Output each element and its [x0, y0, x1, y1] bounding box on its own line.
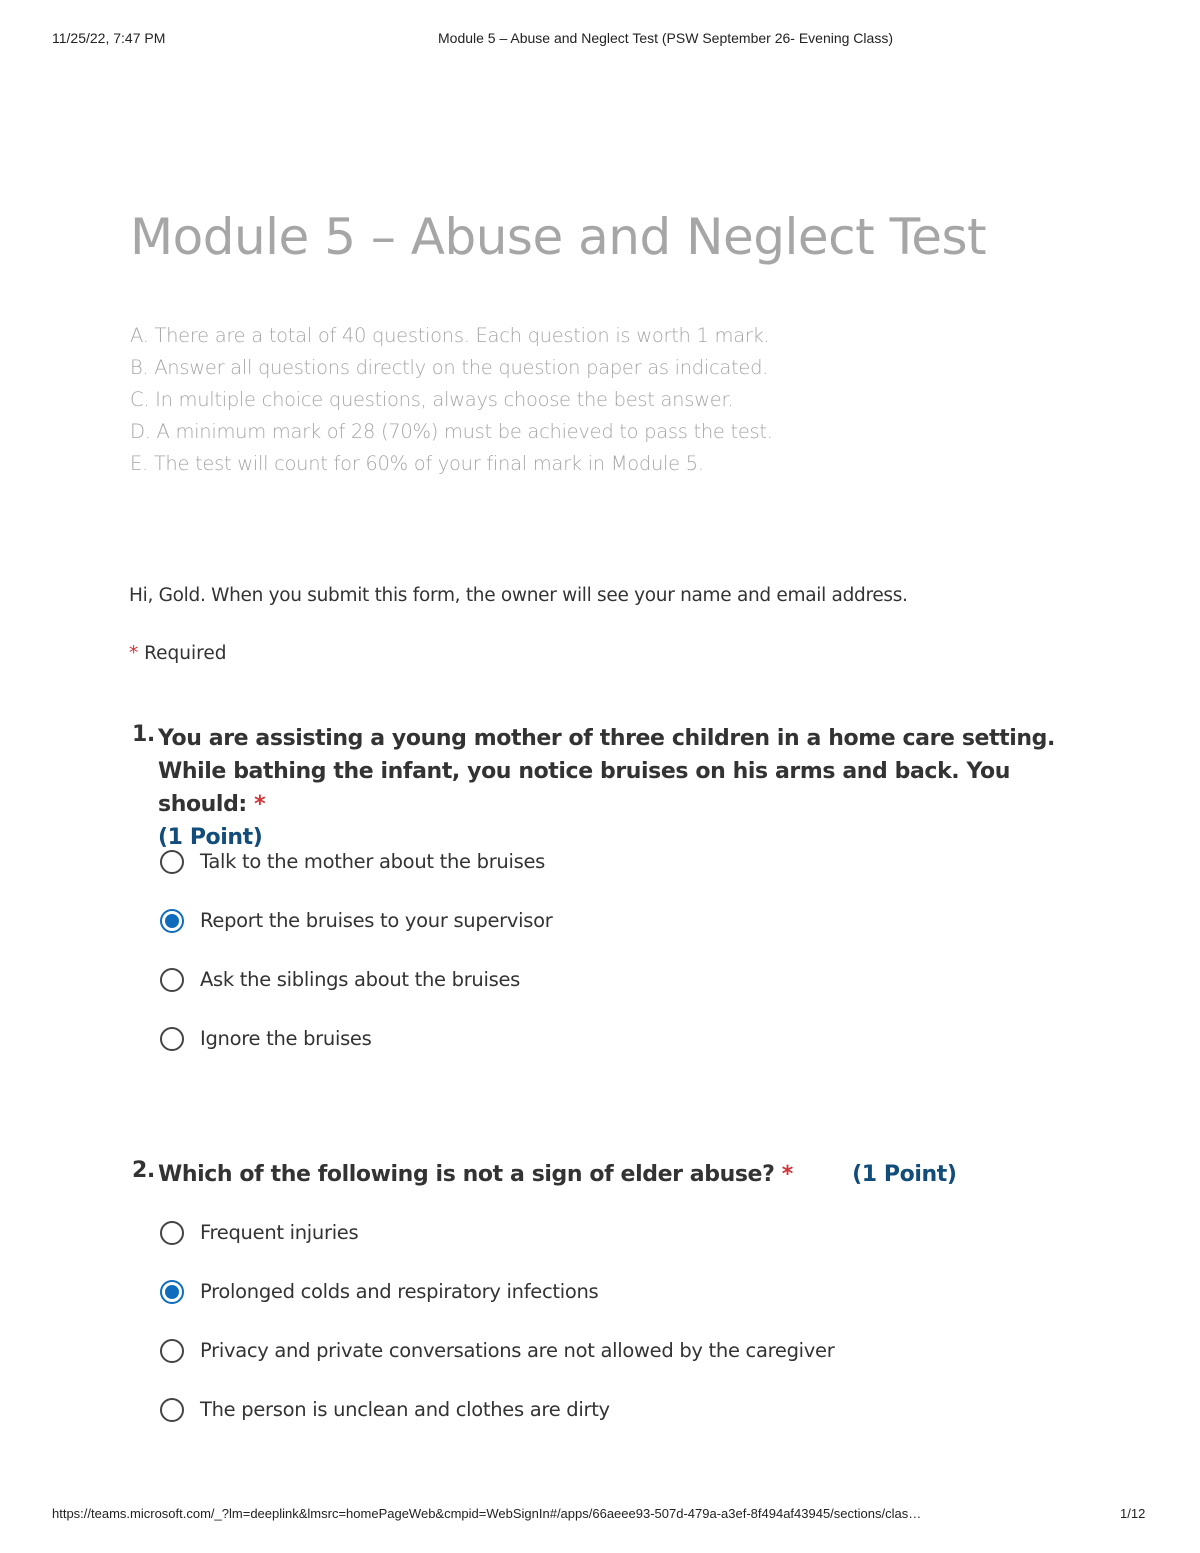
radio-button-selected[interactable]	[160, 1280, 184, 1304]
instructions-list	[130, 320, 773, 480]
answer-option-label: The person is unclean and clothes are dirty	[200, 1398, 610, 1421]
instruction-item: B. Answer all questions directly on the question paper as indicated.	[130, 356, 769, 379]
page-number: 1/12	[1120, 1506, 1146, 1521]
answer-option-label: Prolonged colds and respiratory infections	[200, 1280, 599, 1303]
radio-button[interactable]	[160, 1027, 184, 1051]
question-required-asterisk: *	[254, 792, 266, 817]
radio-button[interactable]	[160, 1221, 184, 1245]
print-datetime: 11/25/22, 7:47 PM	[52, 30, 166, 46]
answer-option-label: Ask the siblings about the bruises	[200, 968, 521, 991]
answer-option-label: Report the bruises to your supervisor	[200, 909, 553, 932]
print-url: https://teams.microsoft.com/_?lm=deeplink&lmsrc=homePageWeb&cmpid=WebSignIn#/apps/66aeee93-507d-479a-a3ef-8f494af43945/sections/clas…	[52, 1506, 922, 1521]
instruction-item: C. In multiple choice questions, always choose the best answer.	[130, 388, 734, 411]
radio-button[interactable]	[160, 1339, 184, 1363]
print-header	[0, 30, 1200, 50]
print-page-title: Module 5 – Abuse and Neglect Test (PSW September 26- Evening Class)	[438, 30, 893, 46]
instruction-item: E. The test will count for 60% of your final mark in Module 5.	[130, 452, 704, 475]
greeting-text: Hi, Gold. When you submit this form, the owner will see your name and email address.	[129, 585, 908, 606]
required-note	[129, 643, 226, 664]
answer-option-label: Frequent injuries	[200, 1221, 359, 1244]
question-points: (1 Point)	[852, 1162, 957, 1187]
question-text	[158, 722, 1078, 854]
radio-button[interactable]	[160, 1398, 184, 1422]
answer-option-label: Talk to the mother about the bruises	[200, 850, 546, 873]
question-prompt: Which of the following is not a sign of elder abuse?	[158, 1162, 775, 1187]
question-prompt: You are assisting a young mother of three children in a home care setting. While bathing the infant, you notice bruises on his arms and back. You should:	[158, 726, 1055, 817]
radio-button[interactable]	[160, 850, 184, 874]
instruction-item: D. A minimum mark of 28 (70%) must be achieved to pass the test.	[130, 420, 773, 443]
required-asterisk: *	[129, 643, 139, 664]
form-title: Module 5 – Abuse and Neglect Test	[130, 208, 987, 266]
answer-option-label: Privacy and private conversations are not allowed by the caregiver	[200, 1339, 835, 1362]
question-required-asterisk: *	[781, 1162, 793, 1187]
question-number: 2.	[132, 1158, 155, 1183]
required-label: Required	[144, 643, 227, 664]
print-footer	[0, 1506, 1200, 1526]
instruction-item: A. There are a total of 40 questions. Each question is worth 1 mark.	[130, 324, 770, 347]
radio-button-selected[interactable]	[160, 909, 184, 933]
question-points: (1 Point)	[158, 825, 263, 850]
radio-button[interactable]	[160, 968, 184, 992]
answer-option-label: Ignore the bruises	[200, 1027, 372, 1050]
question-number: 1.	[132, 722, 155, 747]
question-text	[158, 1158, 1078, 1191]
